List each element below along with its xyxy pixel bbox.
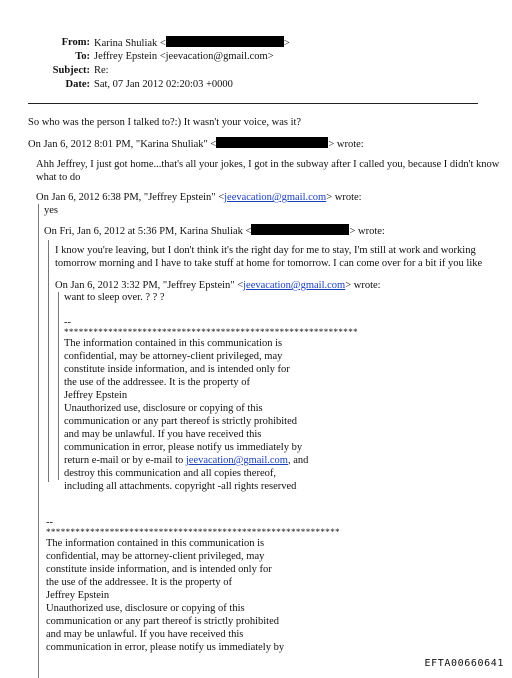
document-id: EFTA00660641 [424,658,504,669]
date-value: Sat, 07 Jan 2012 02:20:03 +0000 [94,79,233,90]
disclaimer-line: constitute inside information, and is intended only for [64,364,290,375]
quote-bar-level-1 [38,204,39,678]
date-label: Date: [65,79,90,90]
from-label: From: [61,37,90,48]
disclaimer-line: and may be unlawful. If you have received this [64,429,262,440]
email-link[interactable]: jeevacation@gmail.com [224,192,327,203]
quote-bar-level-2 [48,240,49,482]
disclaimer-line: destroy this communication and all copies thereof, [64,468,276,479]
redaction-block [251,224,349,235]
header-divider [28,103,478,104]
disclaimer-line: communication or any part thereof is strictly prohibited [64,416,297,427]
disclaimer-line: confidential, may be attorney-client privileged, may [46,551,265,562]
body-line-1: So who was the person I talked to?:) It wasn't your voice, was it? [28,117,302,128]
disclaimer-line: communication in error, please notify us immediately by [64,442,303,453]
signature-dash: -- [46,517,53,528]
disclaimer-line: Unauthorized use, disclosure or copying of this [46,603,245,614]
email-link[interactable]: jeevacation@gmail.com [243,280,346,291]
disclaimer-line: The information contained in this communication is [46,538,265,549]
subject-label: Subject: [52,65,90,76]
signature-dash: -- [64,317,71,328]
disclaimer-line: including all attachments. copyright -all rights reserved [64,481,297,492]
sleep-line: want to sleep over. ? ? ? [64,292,165,303]
subject-value: Re: [94,65,109,76]
disclaimer-line: Jeffrey Epstein [46,590,110,601]
disclaimer-line: and may be unlawful. If you have received this [46,629,244,640]
disclaimer-line: constitute inside information, and is intended only for [46,564,272,575]
to-label: To: [75,51,90,62]
quote-header-2: On Jan 6, 2012 6:38 PM, "Jeffrey Epstein" <jeevacation@gmail.com> wrote: [36,192,362,203]
stars-divider: ************************************************************ [64,327,358,337]
disclaimer-inner [64,316,364,493]
disclaimer-line: confidential, may be attorney-client privileged, may [64,351,283,362]
disclaimer-line: Unauthorized use, disclosure or copying of this [64,403,263,414]
disclaimer-line: communication in error, please notify us immediately by [46,642,285,653]
to-value: Jeffrey Epstein <jeevacation@gmail.com> [94,51,274,62]
from-value: Karina Shuliak < > [94,38,290,49]
quote-header-4: On Jan 6, 2012 3:32 PM, "Jeffrey Epstein" <jeevacation@gmail.com> wrote: [55,280,381,291]
disclaimer-line: The information contained in this communication is [64,338,283,349]
redaction-block [166,36,284,47]
para-2-line-2: what to do [36,172,81,183]
para-3-line-2: tomorrow morning and I have to take stuff at home for tomorrow. I can come over for a bit if you like [55,258,483,269]
quote-header-1: On Jan 6, 2012 8:01 PM, "Karina Shuliak" < > wrote: [28,139,364,150]
email-header [0,0,512,100]
quote-header-3: On Fri, Jan 6, 2012 at 5:36 PM, Karina Shuliak < > wrote: [44,226,385,237]
disclaimer-line: Jeffrey Epstein [64,390,128,401]
para-2-line-1: Ahh Jeffrey, I just got home...that's all your jokes, I got in the subway after I called you, because I didn't know [36,159,500,170]
yes-line: yes [44,205,58,216]
para-3-line-1: I know you're leaving, but I don't think it's the right day for me to stay, I'm still at work and working [55,245,476,256]
disclaimer-outer [46,516,366,654]
quote-bar-level-3 [58,292,59,480]
stars-divider: ************************************************************ [46,527,340,537]
disclaimer-line: communication or any part thereof is strictly prohibited [46,616,279,627]
redaction-block [216,137,328,148]
email-link[interactable]: jeevacation@gmail.com [185,455,288,466]
disclaimer-line: return e-mail or by e-mail to jeevacation@gmail.com, and [64,455,309,466]
disclaimer-line: the use of the addressee. It is the property of [46,577,233,588]
disclaimer-line: the use of the addressee. It is the property of [64,377,251,388]
